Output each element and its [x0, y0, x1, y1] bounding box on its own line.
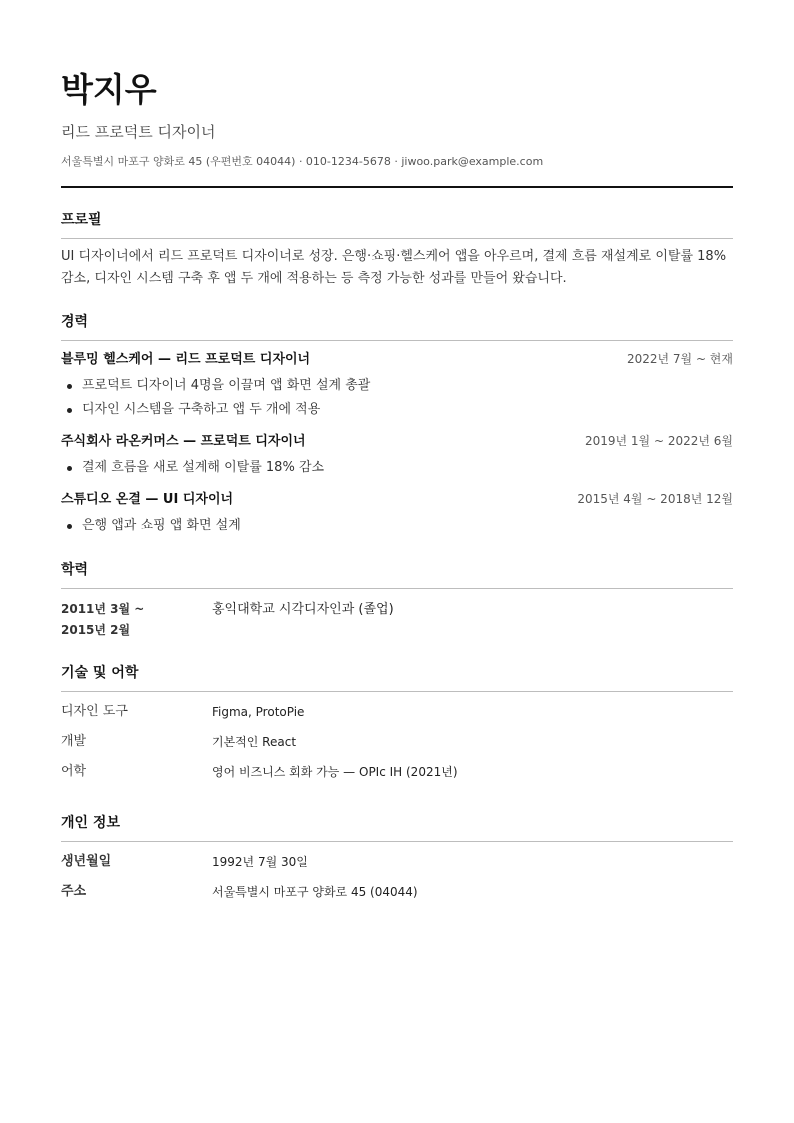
personal-label: 생년월일 [61, 854, 112, 869]
section-title-profile: 프로필 [61, 210, 733, 239]
person-name: 박지우 [61, 70, 157, 109]
job-title: 주식회사 라온커머스 — 프로덕트 디자이너 [61, 434, 306, 449]
job-header [61, 348, 733, 370]
job-bullets [61, 514, 733, 538]
education-dates [61, 599, 212, 641]
profile-section [61, 210, 733, 290]
job-list [61, 348, 733, 538]
skill-value: Figma, ProtoPie [212, 705, 305, 719]
profile-summary: UI 디자이너에서 리드 프로덕트 디자이너로 성장. 은행·쇼핑·헬스케어 앱을 아우르며, 결제 흐름 재설계로 이탈률 18% 감소, 디자인 시스템 구축 후 앱 두 개에 적용하는 등 측정 가능한 성과를 만들어 왔습니다. [61, 249, 727, 286]
job-bullets [61, 374, 733, 422]
job-date: 2022년 7월 ~ 현재 [626, 352, 733, 366]
job-bullet: 은행 앱과 쇼핑 앱 화면 설계 [82, 514, 733, 538]
personal-label: 주소 [61, 884, 87, 899]
section-title-experience: 경력 [61, 312, 733, 341]
skill-row [61, 761, 733, 791]
job-bullet: 디자인 시스템을 구축하고 앱 두 개에 적용 [82, 398, 733, 422]
job-header [61, 488, 733, 510]
resume-header [61, 70, 733, 188]
education-entry [61, 599, 733, 641]
personal-row [61, 851, 733, 881]
experience-section [61, 312, 733, 538]
job-bullet: 프로덕트 디자이너 4명을 이끌며 앱 화면 설계 총괄 [82, 374, 733, 398]
job-bullet: 결제 흐름을 새로 설계해 이탈률 18% 감소 [82, 456, 733, 480]
job-header [61, 430, 733, 452]
job-entry [61, 488, 733, 538]
job-date: 2019년 1월 ~ 2022년 6월 [584, 434, 733, 448]
skill-label: 개발 [61, 734, 87, 749]
skill-value: 영어 비즈니스 회화 가능 — OPIc IH (2021년) [212, 765, 458, 779]
personal-value: 서울특별시 마포구 양화로 45 (04044) [212, 885, 418, 899]
education-school: 홍익대학교 시각디자인과 (졸업) [212, 602, 394, 617]
skill-label: 디자인 도구 [61, 704, 128, 719]
skill-row [61, 731, 733, 761]
skill-value: 기본적인 React [212, 735, 297, 749]
personal-section [61, 813, 733, 911]
job-date: 2015년 4월 ~ 2018년 12월 [577, 492, 733, 506]
job-bullets [61, 456, 733, 480]
personal-table [61, 851, 733, 911]
job-title: 블루밍 헬스케어 — 리드 프로덕트 디자이너 [61, 352, 311, 367]
contact-line: 서울특별시 마포구 양화로 45 (우편번호 04044) · 010-1234-5678 · jiwoo.park@example.com [61, 155, 544, 168]
section-title-personal: 개인 정보 [61, 813, 733, 842]
skill-label: 어학 [61, 764, 87, 779]
skills-section [61, 663, 733, 791]
job-entry [61, 348, 733, 422]
job-entry [61, 430, 733, 480]
personal-row [61, 881, 733, 911]
education-date-start: 2011년 3월 ~ [61, 602, 145, 616]
personal-value: 1992년 7월 30일 [212, 855, 308, 869]
section-title-education: 학력 [61, 560, 733, 589]
skill-row [61, 701, 733, 731]
skills-table [61, 701, 733, 791]
job-headline: 리드 프로덕트 디자이너 [61, 123, 216, 141]
education-date-end: 2015년 2월 [61, 623, 131, 637]
section-title-skills: 기술 및 어학 [61, 663, 733, 692]
job-title: 스튜디오 온결 — UI 디자이너 [61, 492, 234, 507]
header-divider [61, 186, 733, 188]
education-section [61, 560, 733, 641]
